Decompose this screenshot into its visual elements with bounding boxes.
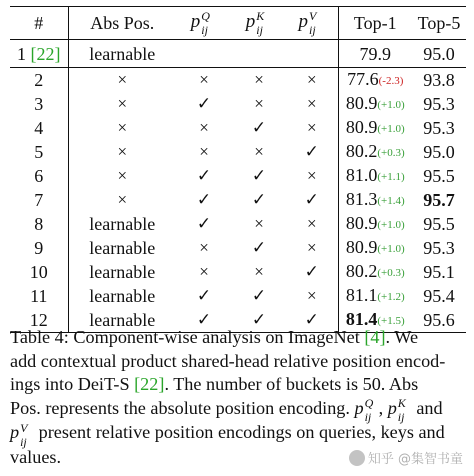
- top1-cell: 80.2(+0.3): [345, 261, 405, 281]
- top5-cell: 95.3: [423, 94, 455, 114]
- top1-cell: 80.9(+1.0): [345, 237, 405, 257]
- delta-badge: (+1.0): [377, 123, 405, 135]
- table-row: [10, 236, 466, 260]
- top5-cell: 95.4: [423, 286, 455, 306]
- abs-pos-cell: ×: [117, 142, 128, 161]
- pk-cell: ✓: [251, 286, 267, 305]
- top1-cell: 81.1(+1.2): [345, 285, 405, 305]
- top5-cell: 95.0: [423, 142, 455, 162]
- pk-cell: ×: [254, 94, 264, 113]
- pv-cell: ✓: [286, 308, 338, 333]
- caption-line: add contextual product shared-head relative position encod-: [10, 350, 446, 371]
- row-num: 10: [10, 260, 68, 284]
- top5-cell: 95.3: [423, 238, 455, 258]
- abs-pos-cell: ×: [117, 190, 128, 209]
- row-num: 1 [22]: [10, 40, 68, 68]
- top1-cell-best: 81.4(+1.5): [338, 308, 412, 333]
- pk-cell: ✓: [232, 308, 286, 333]
- delta-badge: (+1.5): [377, 315, 405, 327]
- pv-cell: ×: [286, 68, 338, 93]
- abs-pos-cell: learnable: [89, 238, 156, 258]
- abs-pos-cell: ×: [117, 94, 128, 113]
- pq-cell: ×: [199, 118, 209, 137]
- component-analysis-table: [10, 6, 466, 333]
- header-pv: p V ij: [286, 7, 338, 40]
- abs-pos-cell: ×: [117, 118, 128, 137]
- header-abs-pos: Abs Pos.: [68, 7, 176, 40]
- row-num: 3: [10, 92, 68, 116]
- top5-cell: 95.5: [423, 166, 455, 186]
- top5-cell: 95.5: [423, 214, 455, 234]
- pq-cell: ✓: [196, 214, 212, 233]
- delta-badge: (-2.3): [378, 75, 404, 87]
- top1-cell: 81.3(+1.4): [345, 189, 405, 209]
- top5-cell: 95.0: [412, 40, 466, 68]
- row-num: 6: [10, 164, 68, 188]
- citation-link[interactable]: [22]: [134, 374, 165, 394]
- pq-cell: ✓: [196, 94, 212, 113]
- table-row: [10, 68, 466, 93]
- caption-line: ings into DeiT-S [22]. The number of buckets is 50. Abs: [10, 374, 419, 394]
- top5-cell-best: 95.7: [423, 190, 455, 210]
- pv-cell: ✓: [286, 140, 338, 164]
- pv-cell: ×: [286, 92, 338, 116]
- table-header-row: [10, 7, 466, 40]
- row-num: 4: [10, 116, 68, 140]
- abs-pos-cell: learnable: [89, 214, 156, 234]
- top1-cell: 81.0(+1.1): [345, 165, 405, 185]
- pk-cell: ✓: [251, 238, 267, 257]
- pv-cell: ✓: [286, 188, 338, 212]
- header-top1: Top-1: [338, 7, 412, 40]
- pq-cell: ×: [199, 70, 209, 89]
- pk-cell: [232, 40, 286, 68]
- delta-badge: (+0.3): [377, 267, 405, 279]
- row-num: 12: [10, 308, 68, 333]
- citation-link[interactable]: [4]: [364, 327, 386, 347]
- pk-cell: ×: [254, 214, 264, 233]
- pk-cell: ×: [254, 70, 264, 89]
- pv-cell: ×: [286, 236, 338, 260]
- pv-cell: ×: [286, 116, 338, 140]
- top1-cell: 79.9: [338, 40, 412, 68]
- abs-pos-cell: learnable: [89, 262, 156, 282]
- pk-cell: ✓: [251, 166, 267, 185]
- pv-cell: ×: [286, 212, 338, 236]
- pq-cell: ×: [199, 142, 209, 161]
- pk-cell: ✓: [251, 118, 267, 137]
- table-row: [10, 260, 466, 284]
- row-num: 5: [10, 140, 68, 164]
- caption-line: Table 4: Component-wise analysis on ImageNet [4]. We: [10, 327, 419, 347]
- caption-line: Pos. represents the absolute position encoding. p Q ij , p K ij and: [10, 396, 443, 425]
- watermark: 知乎 @集智书童: [346, 448, 466, 467]
- table-row: [10, 40, 466, 68]
- pv-cell: ✓: [286, 260, 338, 284]
- top1-cell: 80.9(+1.0): [345, 213, 405, 233]
- table-row: [10, 92, 466, 116]
- delta-badge: (+1.0): [377, 99, 405, 111]
- delta-badge: (+1.1): [377, 171, 405, 183]
- citation-link[interactable]: [22]: [30, 43, 61, 64]
- table-row: [10, 188, 466, 212]
- delta-badge: (+1.4): [377, 195, 405, 207]
- header-top5: Top-5: [412, 7, 466, 40]
- top1-cell: 80.9(+1.0): [345, 93, 405, 113]
- top1-cell: 77.6(-2.3): [347, 69, 404, 89]
- caption-line: values.: [10, 447, 62, 468]
- header-pk: p K ij: [232, 7, 286, 40]
- pq-cell: [176, 40, 232, 68]
- table-row: [10, 116, 466, 140]
- header-pq: p Q ij: [176, 7, 232, 40]
- abs-pos-cell: learnable: [68, 40, 176, 68]
- pq-cell: ✓: [196, 190, 212, 209]
- abs-pos-cell: ×: [117, 166, 128, 185]
- row-num: 9: [10, 236, 68, 260]
- abs-pos-cell: learnable: [89, 286, 156, 306]
- pq-cell: ✓: [176, 308, 232, 333]
- table-row: [10, 212, 466, 236]
- top1-cell: 80.2(+0.3): [345, 141, 405, 161]
- row-num: 2: [10, 68, 68, 93]
- table-row: [10, 140, 466, 164]
- top5-cell: 93.8: [423, 70, 455, 90]
- pk-cell: ×: [254, 142, 264, 161]
- pq-cell: ×: [199, 262, 209, 281]
- pq-cell: ✓: [196, 166, 212, 185]
- delta-badge: (+1.2): [377, 291, 405, 303]
- row-num: 7: [10, 188, 68, 212]
- header-num: #: [10, 7, 68, 40]
- pq-cell: ✓: [196, 286, 212, 305]
- pv-cell: ×: [286, 284, 338, 308]
- delta-badge: (+0.3): [377, 147, 405, 159]
- results-table-container: [10, 6, 466, 333]
- row-num: 8: [10, 212, 68, 236]
- pk-cell: ×: [254, 262, 264, 281]
- delta-badge: (+1.0): [377, 243, 405, 255]
- table-row: [10, 284, 466, 308]
- abs-pos-cell: ×: [117, 70, 128, 89]
- abs-pos-cell: learnable: [68, 308, 176, 333]
- delta-badge: (+1.0): [377, 219, 405, 231]
- watermark-logo-icon: [349, 450, 365, 466]
- top5-cell: 95.3: [423, 118, 455, 138]
- top1-cell: 80.9(+1.0): [345, 117, 405, 137]
- caption-line: p V ij present relative position encodings on queries, keys and: [10, 421, 445, 450]
- pk-cell: ✓: [251, 190, 267, 209]
- table-row: [10, 164, 466, 188]
- top5-cell: 95.6: [412, 308, 466, 333]
- pq-cell: ×: [199, 238, 209, 257]
- pv-cell: ×: [286, 164, 338, 188]
- top5-cell: 95.1: [423, 262, 455, 282]
- row-num: 11: [10, 284, 68, 308]
- pv-cell: [286, 40, 338, 68]
